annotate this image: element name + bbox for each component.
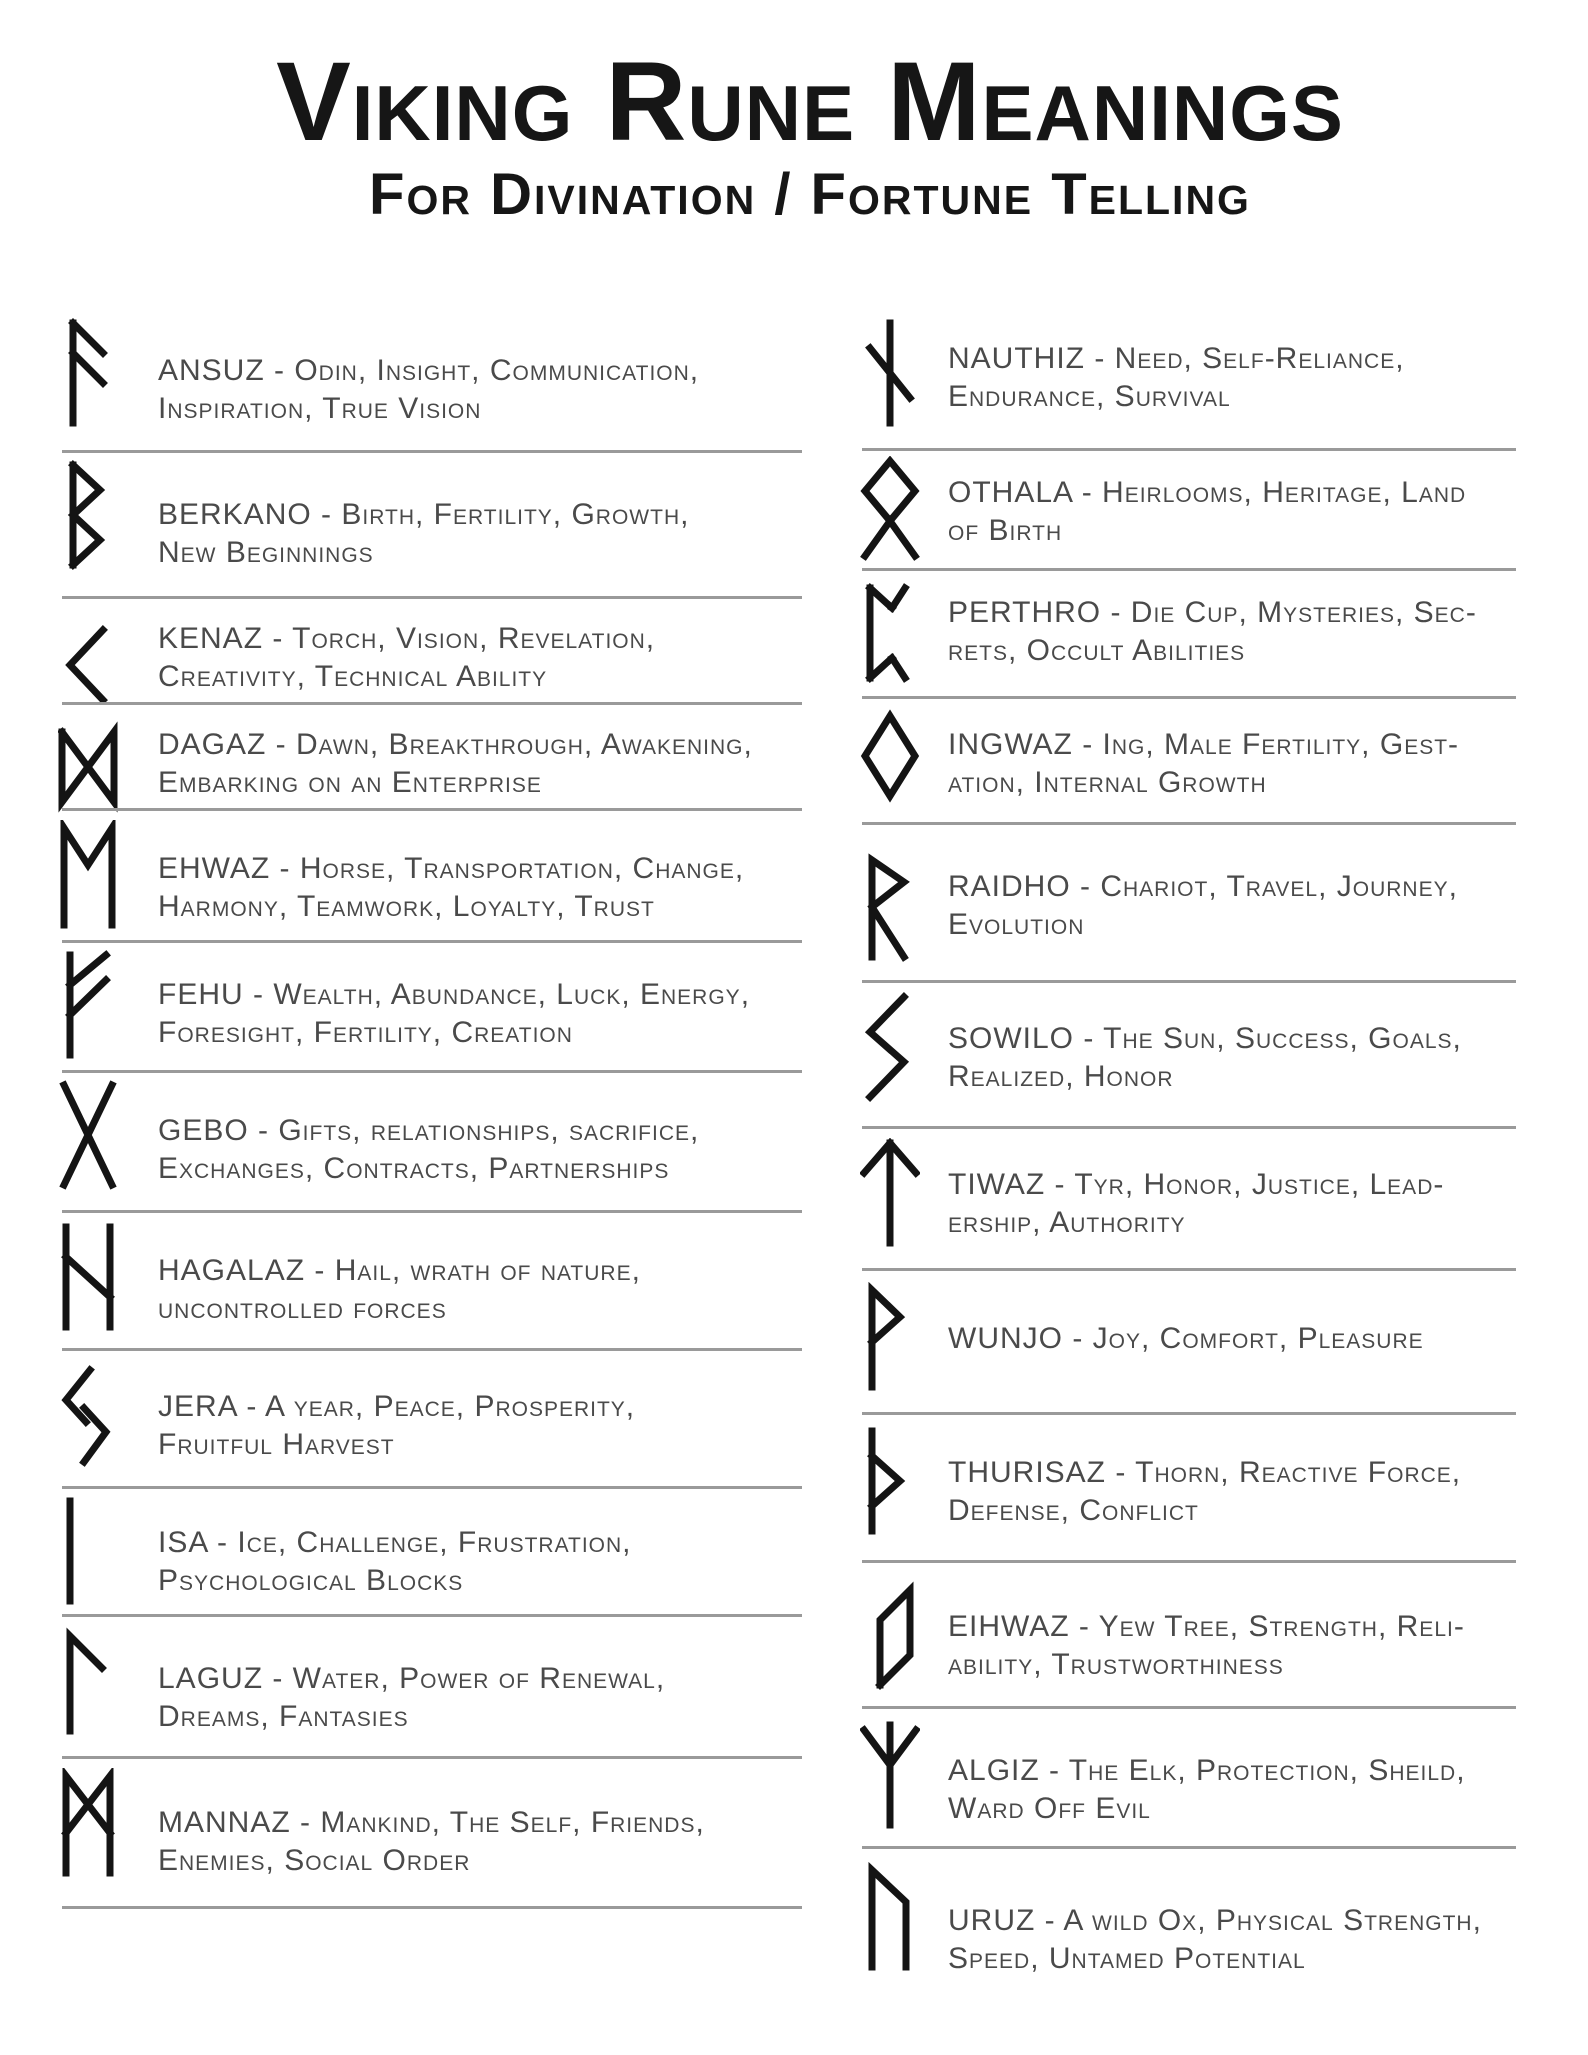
rune-description-line-2: New Beginnings	[158, 536, 374, 569]
rune-description	[158, 850, 744, 926]
rune-description-line-1: MANNAZ - Mankind, The Self, Friends,	[158, 1806, 705, 1839]
rune-description-line-2: Evolution	[948, 908, 1085, 941]
rune-description-line-2: Harmony, Teamwork, Loyalty, Trust	[158, 890, 655, 923]
rune-description-line-1: DAGAZ - Dawn, Breakthrough, Awakening,	[158, 728, 753, 761]
rune-description-line-2: ability, Trustworthiness	[948, 1648, 1284, 1681]
rune-description	[158, 1660, 665, 1736]
rune-description-line-1: THURISAZ - Thorn, Reactive Force,	[948, 1456, 1462, 1489]
sowilo-rune-icon	[860, 992, 920, 1102]
rune-description-line-1: INGWAZ - Ing, Male Fertility, Gest-	[948, 728, 1460, 761]
divider	[62, 940, 802, 943]
hagalaz-rune-icon	[58, 1222, 118, 1332]
rune-description-line-1: EHWAZ - Horse, Transportation, Change,	[158, 852, 745, 885]
rune-description	[948, 1752, 1466, 1828]
divider	[862, 1846, 1516, 1849]
divider	[62, 808, 802, 811]
rune-description-line-1: TIWAZ - Tyr, Honor, Justice, Lead-	[948, 1168, 1445, 1201]
divider	[62, 1614, 802, 1617]
rune-description	[158, 1524, 632, 1600]
rune-description	[948, 726, 1459, 802]
rune-description	[158, 620, 655, 696]
divider	[62, 702, 802, 705]
eihwaz-rune-icon	[860, 1580, 920, 1690]
berkano-rune-icon	[58, 460, 118, 570]
rune-description	[948, 1608, 1465, 1684]
divider	[62, 1756, 802, 1759]
rune-description-line-2: Psychological Blocks	[158, 1564, 464, 1597]
ingwaz-rune-icon	[860, 706, 920, 816]
raidho-rune-icon	[860, 852, 920, 962]
rune-description	[948, 1454, 1461, 1530]
rune-description	[158, 1388, 635, 1464]
rune-description-line-1: GEBO - Gifts, relationships, sacrifice,	[158, 1114, 700, 1147]
rune-description	[158, 1252, 641, 1328]
wunjo-rune-icon	[860, 1282, 920, 1392]
rune-description-line-2: Creativity, Technical Ability	[158, 660, 548, 693]
rune-description-line-2: Enemies, Social Order	[158, 1844, 471, 1877]
rune-description-line-1: RAIDHO - Chariot, Travel, Journey,	[948, 870, 1458, 903]
divider	[862, 1412, 1516, 1415]
divider	[862, 696, 1516, 699]
rune-description	[948, 1166, 1444, 1242]
rune-description-line-2: Embarking on an Enterprise	[158, 766, 542, 799]
rune-description-line-1: ISA - Ice, Challenge, Frustration,	[158, 1526, 632, 1559]
mannaz-rune-icon	[58, 1768, 118, 1878]
divider	[62, 1348, 802, 1351]
laguz-rune-icon	[58, 1626, 118, 1736]
rune-description	[158, 726, 753, 802]
thurisaz-rune-icon	[860, 1426, 920, 1536]
rune-description-line-2: rets, Occult Abilities	[948, 634, 1246, 667]
divider	[62, 1906, 802, 1909]
rune-description	[948, 594, 1477, 670]
jera-rune-icon	[58, 1360, 118, 1470]
divider	[62, 1070, 802, 1073]
rune-description-line-1: BERKANO - Birth, Fertility, Growth,	[158, 498, 690, 531]
algiz-rune-icon	[860, 1720, 920, 1830]
uruz-rune-icon	[860, 1862, 920, 1972]
divider	[862, 1268, 1516, 1271]
divider	[862, 1560, 1516, 1563]
rune-description-line-2: Exchanges, Contracts, Partnerships	[158, 1152, 670, 1185]
rune-description	[948, 1902, 1482, 1978]
rune-description-line-1: JERA - A year, Peace, Prosperity,	[158, 1390, 636, 1423]
rune-description-line-1: SOWILO - The Sun, Success, Goals,	[948, 1022, 1462, 1055]
rune-description-line-2: Dreams, Fantasies	[158, 1700, 409, 1733]
rune-description	[158, 496, 689, 572]
page-subtitle: For Divination / Fortune Telling	[369, 162, 1251, 227]
rune-description-line-1: URUZ - A wild Ox, Physical Strength,	[948, 1904, 1482, 1937]
rune-description-line-1: EIHWAZ - Yew Tree, Strength, Reli-	[948, 1610, 1465, 1643]
ehwaz-rune-icon	[58, 820, 118, 930]
rune-description	[948, 340, 1405, 416]
rune-description-line-2: uncontrolled forces	[158, 1292, 447, 1325]
rune-description-line-1: HAGALAZ - Hail, wrath of nature,	[158, 1254, 641, 1287]
nauthiz-rune-icon	[860, 318, 920, 428]
rune-description-line-1: LAGUZ - Water, Power of Renewal,	[158, 1662, 666, 1695]
rune-description-line-1: NAUTHIZ - Need, Self-Reliance,	[948, 342, 1405, 375]
tiwaz-rune-icon	[860, 1138, 920, 1248]
rune-description-line-2: Foresight, Fertility, Creation	[158, 1016, 573, 1049]
rune-description	[948, 1320, 1424, 1358]
rune-description-line-2: Inspiration, True Vision	[158, 392, 482, 425]
rune-description	[158, 1112, 699, 1188]
gebo-rune-icon	[58, 1080, 118, 1190]
perthro-rune-icon	[860, 578, 920, 688]
rune-description	[158, 976, 750, 1052]
rune-description-line-2: Defense, Conflict	[948, 1494, 1199, 1527]
ansuz-rune-icon	[58, 318, 118, 428]
rune-description	[948, 474, 1466, 550]
divider	[62, 450, 802, 453]
rune-description	[158, 352, 699, 428]
divider	[862, 822, 1516, 825]
rune-description	[948, 1020, 1462, 1096]
rune-description-line-2: ation, Internal Growth	[948, 766, 1267, 799]
rune-description-line-1: ANSUZ - Odin, Insight, Communication,	[158, 354, 700, 387]
othala-rune-icon	[860, 456, 920, 566]
page-title: Viking Rune Meanings	[276, 39, 1344, 164]
divider	[862, 980, 1516, 983]
rune-description-line-1: WUNJO - Joy, Comfort, Pleasure	[948, 1322, 1424, 1355]
divider	[62, 596, 802, 599]
rune-description-line-2: ership, Authority	[948, 1206, 1186, 1239]
rune-description-line-1: PERTHRO - Die Cup, Mysteries, Sec-	[948, 596, 1477, 629]
rune-description-line-1: ALGIZ - The Elk, Protection, Sheild,	[948, 1754, 1466, 1787]
isa-rune-icon	[58, 1496, 118, 1606]
rune-description	[158, 1804, 705, 1880]
rune-description-line-2: of Birth	[948, 514, 1063, 547]
fehu-rune-icon	[58, 950, 118, 1060]
divider	[62, 1210, 802, 1213]
rune-description-line-2: Fruitful Harvest	[158, 1428, 395, 1461]
divider	[62, 1486, 802, 1489]
divider	[862, 448, 1516, 451]
dagaz-rune-icon	[58, 712, 118, 822]
rune-description-line-2: Realized, Honor	[948, 1060, 1174, 1093]
rune-description-line-1: OTHALA - Heirlooms, Heritage, Land	[948, 476, 1467, 509]
rune-description-line-1: KENAZ - Torch, Vision, Revelation,	[158, 622, 656, 655]
divider	[862, 568, 1516, 571]
rune-description-line-2: Speed, Untamed Potential	[948, 1942, 1306, 1975]
rune-description	[948, 868, 1458, 944]
rune-description-line-1: FEHU - Wealth, Abundance, Luck, Energy,	[158, 978, 751, 1011]
rune-description-line-2: Endurance, Survival	[948, 380, 1231, 413]
divider	[862, 1126, 1516, 1129]
divider	[862, 1706, 1516, 1709]
rune-description-line-2: Ward Off Evil	[948, 1792, 1151, 1825]
